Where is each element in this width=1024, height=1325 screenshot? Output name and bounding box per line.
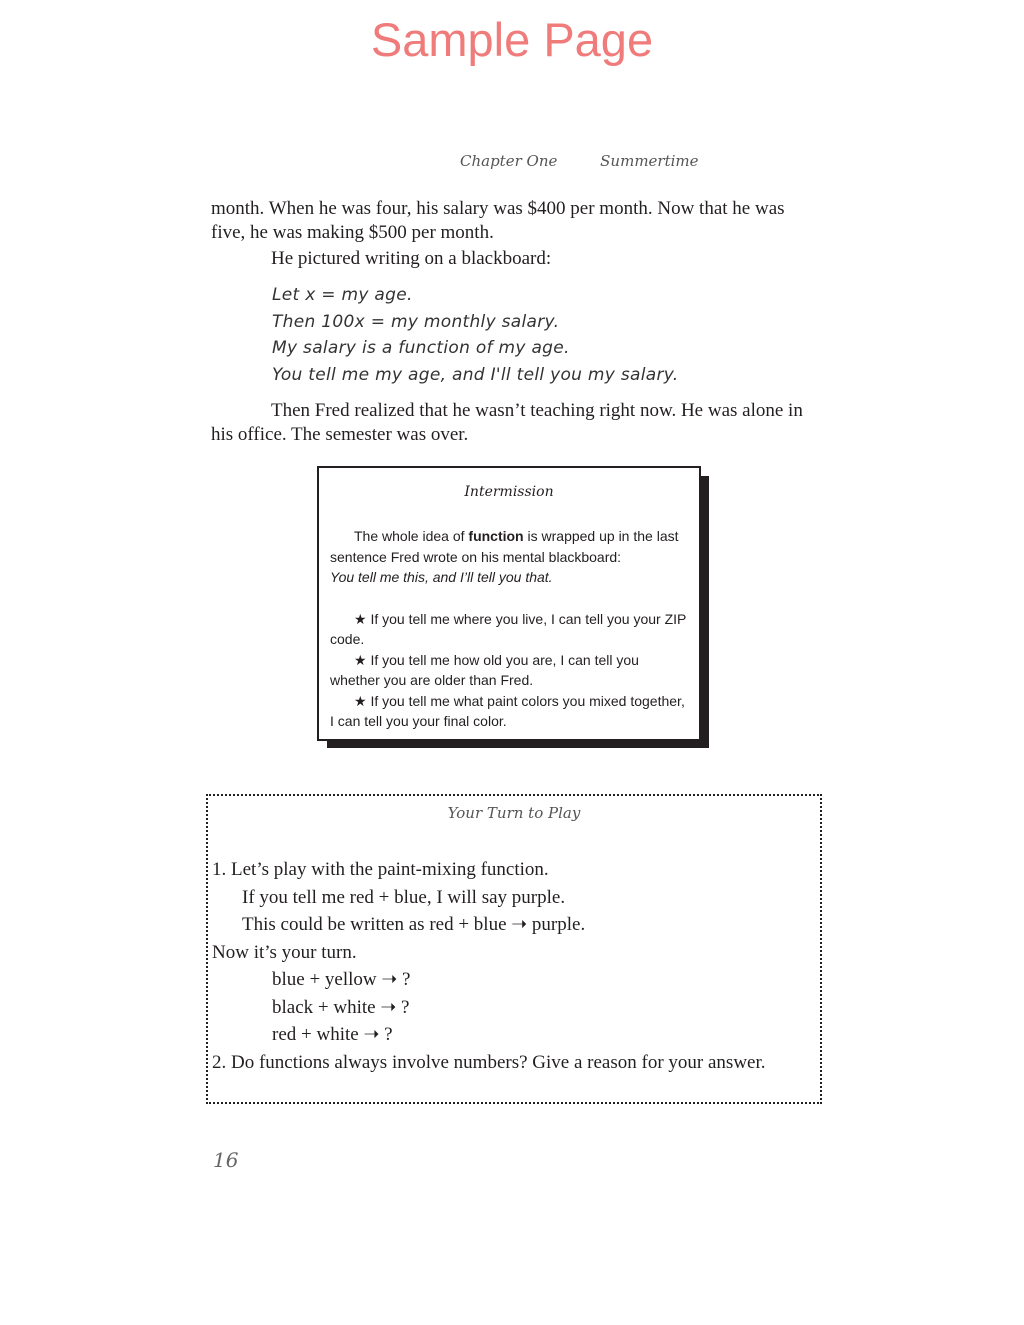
exercise-line: 2. Do functions always involve numbers? Give a reason for your answer. [212, 1051, 766, 1073]
intermission-title: Intermission [464, 484, 554, 500]
star-icon: ★ [354, 651, 367, 668]
blackboard-line: My salary is a function of my age. [272, 338, 570, 358]
exercise-line: red + white ➝ ? [272, 1024, 393, 1045]
exercise-line: Now it’s your turn. [212, 941, 357, 963]
intermission-bullet: ★ If you tell me how old you are, I can tell you whether you are older than Fred. [330, 651, 639, 688]
exercise-line: 1. Let’s play with the paint-mixing function. [212, 859, 549, 880]
chapter-title: Summertime [600, 152, 699, 170]
your-turn-lines [212, 856, 818, 1076]
exercise-line: This could be written as red + blue ➝ purple. [242, 914, 586, 935]
intermission-bullet: ★ If you tell me what paint colors you mixed together, I can tell you your final color. [330, 692, 685, 729]
blackboard-lines [272, 282, 679, 388]
intermission-bullet: ★ If you tell me where you live, I can tell you your ZIP code. [330, 610, 687, 647]
intro-text: The whole idea of [354, 528, 469, 544]
your-turn-box [206, 794, 822, 1104]
intermission-box [317, 466, 701, 741]
running-head [460, 152, 699, 170]
blackboard-line: Let x = my age. [272, 285, 413, 305]
your-turn-title: Your Turn to Play [447, 804, 581, 822]
blackboard-line: Then 100x = my monthly salary. [272, 311, 560, 332]
star-icon: ★ [354, 692, 367, 709]
paragraph-1: month. When he was four, his salary was $400 per month. Now that he was five, he was making $500 per month. [211, 198, 785, 243]
blackboard-line: You tell me my age, and I'll tell you my salary. [272, 364, 679, 385]
intro-text: is wrapped up in the last sentence Fred wrote on his mental blackboard: [330, 528, 679, 565]
paragraph-3: Then Fred realized that he wasn’t teaching right now. He was alone in his office. The semester was over. [211, 400, 803, 445]
sample-page-watermark: Sample Page [370, 13, 654, 66]
exercise-line: If you tell me red + blue, I will say purple. [242, 886, 566, 908]
intro-bold-term: function [468, 528, 524, 544]
intermission-body [330, 526, 692, 732]
paragraph-2: He pictured writing on a blackboard: [271, 248, 552, 269]
chapter-label: Chapter One [460, 152, 558, 170]
intermission-intro [330, 526, 692, 567]
exercise-line: black + white ➝ ? [272, 996, 410, 1018]
exercise-line: blue + yellow ➝ ? [272, 969, 411, 990]
intermission-italic-line: You tell me this, and I’ll tell you that. [330, 569, 553, 585]
star-icon: ★ [354, 610, 367, 627]
page-number: 16 [213, 1148, 239, 1172]
